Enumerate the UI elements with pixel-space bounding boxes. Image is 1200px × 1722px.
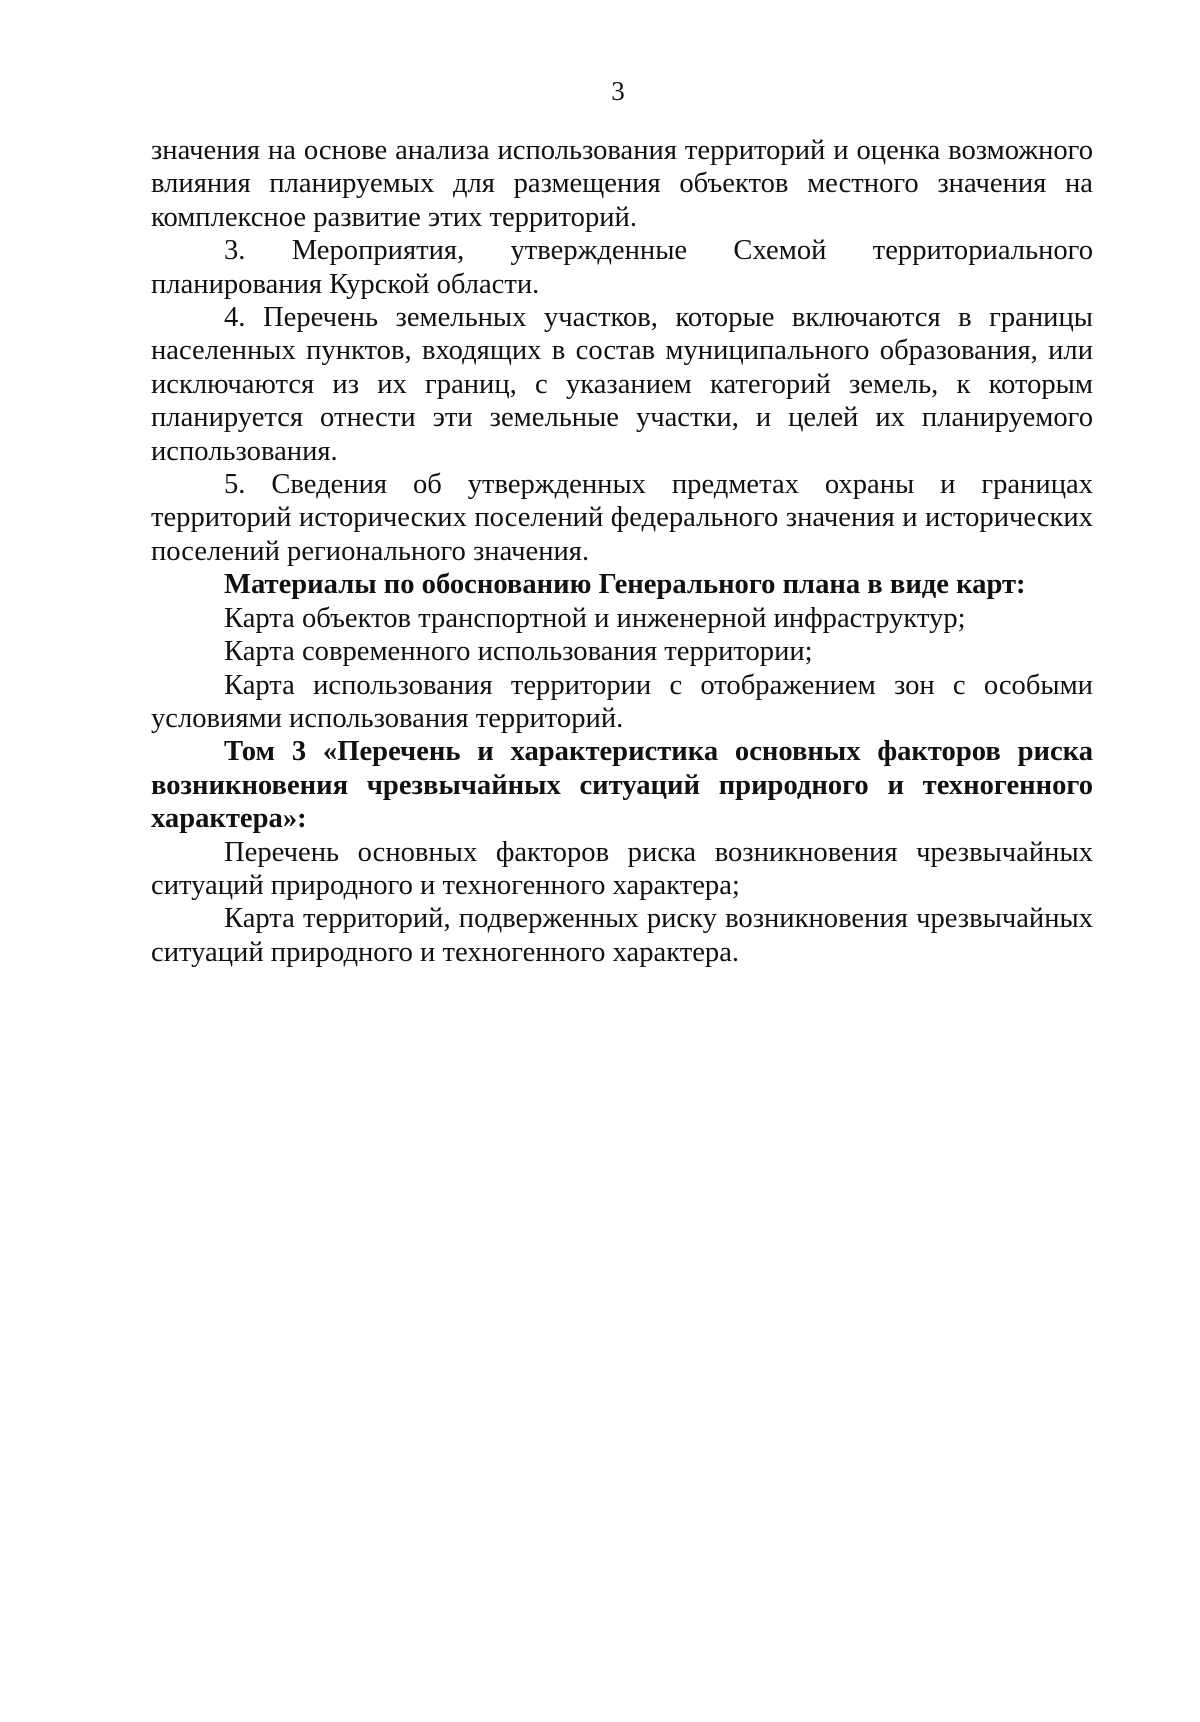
paragraph-item-3: 3. Мероприятия, утвержденные Схемой территориального планирования Курской области.	[151, 235, 1093, 300]
section-heading-maps: Материалы по обоснованию Генерального плана в виде карт:	[224, 569, 1026, 601]
list-item-current-use-map: Карта современного использования территории;	[224, 636, 813, 668]
page-number: 3	[611, 76, 625, 106]
document-body	[151, 134, 1093, 969]
list-item-transport-map: Карта объектов транспортной и инженерной инфраструктур;	[224, 602, 966, 634]
paragraph-continuation: значения на основе анализа использования территорий и оценка возможного влияния планируемых для размещения объектов местного значения на комплексное развитие этих территорий.	[151, 135, 1093, 233]
paragraph-item-4: 4. Перечень земельных участков, которые включаются в границы населенных пунктов, входящих в состав муниципального образования, или исключаются из их границ, с указанием категорий земель, к которым планируется отнести эти земельные участки, и целей их планируемого использования.	[151, 302, 1093, 467]
list-item-special-zones-map: Карта использования территории с отображением зон с особыми условиями использования территорий.	[151, 669, 1093, 734]
list-item-risk-territories-map: Карта территорий, подверженных риску возникновения чрезвычайных ситуаций природного и техногенного характера.	[151, 903, 1093, 968]
section-heading-volume-3: Том 3 «Перечень и характеристика основных факторов риска возникновения чрезвычайных ситуаций природного и техногенного характера»:	[151, 736, 1093, 835]
paragraph-item-5: 5. Сведения об утвержденных предметах охраны и границах территорий исторических поселений федерального значения и исторических поселений регионального значения.	[151, 469, 1093, 567]
list-item-risk-factors: Перечень основных факторов риска возникновения чрезвычайных ситуаций природного и техногенного характера;	[151, 836, 1093, 901]
